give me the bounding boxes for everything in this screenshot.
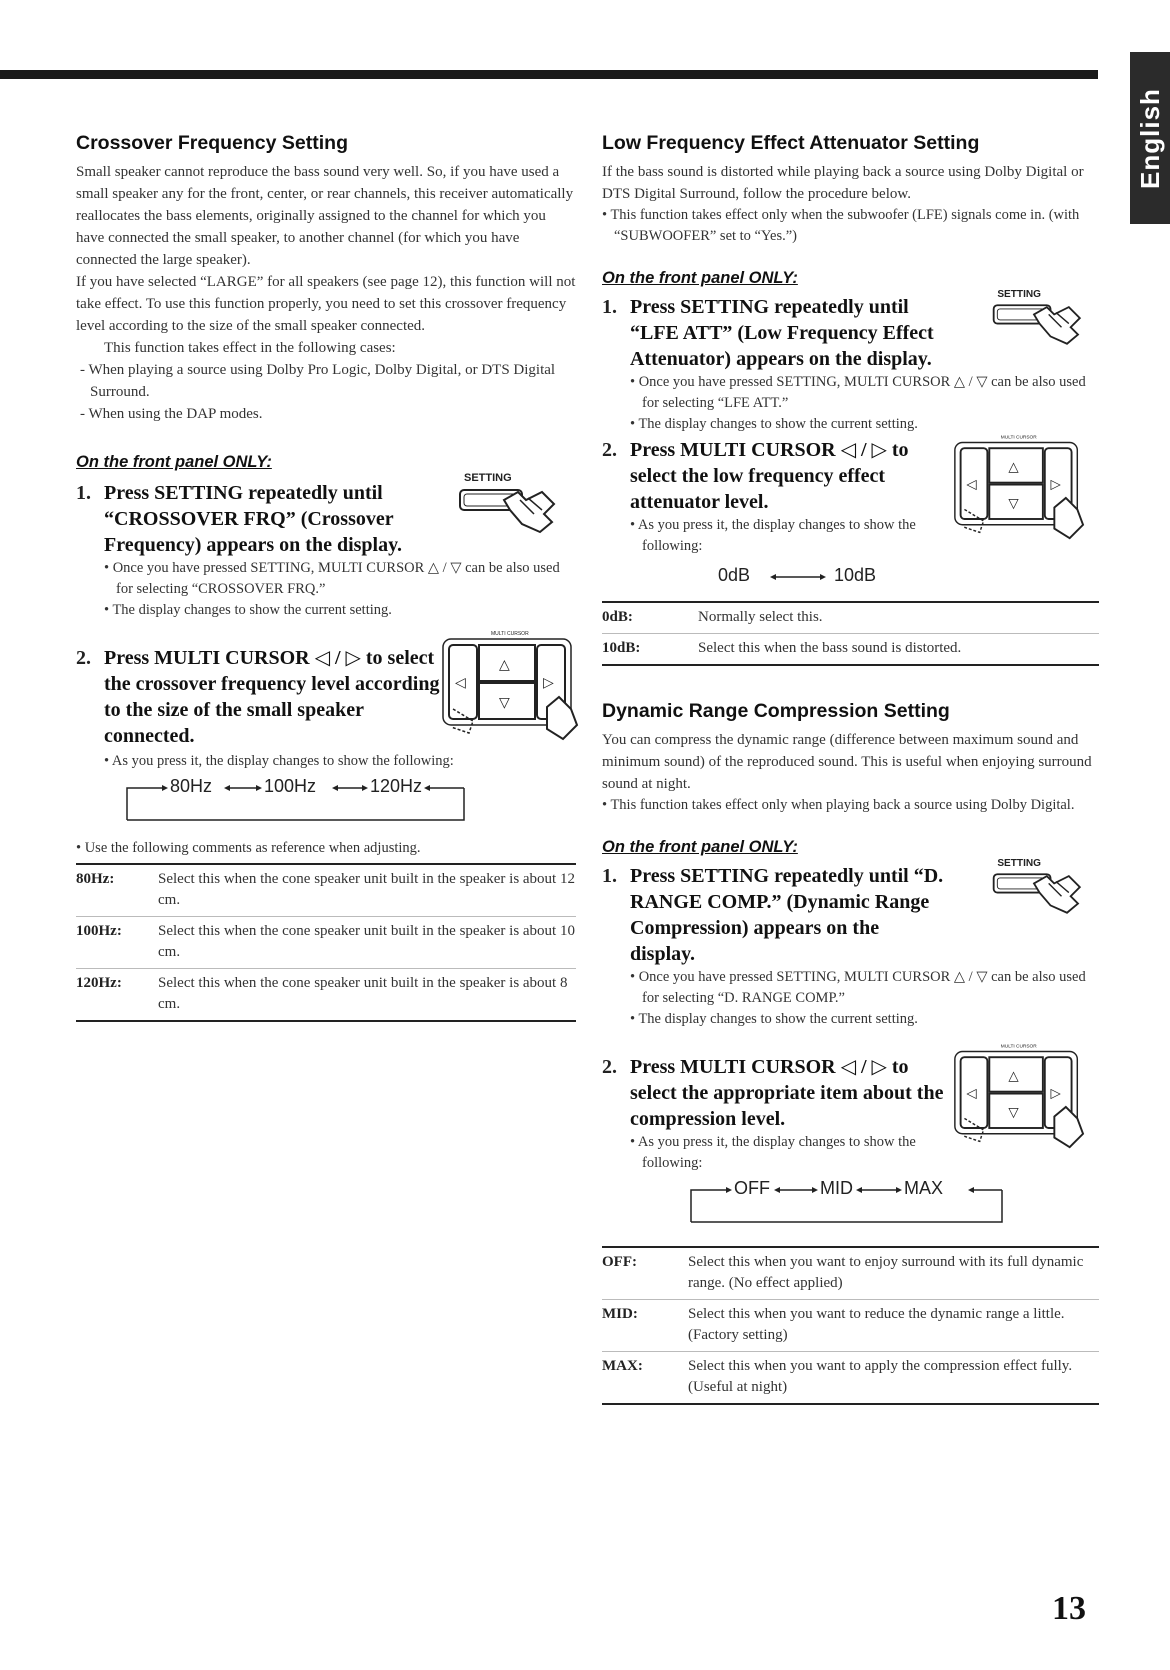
lfe-sequence xyxy=(718,565,918,595)
crossover-table xyxy=(76,863,576,1022)
crossover-case-2: - When using the DAP modes. xyxy=(80,406,263,422)
step-title: Press SETTING repeatedly until “LFE ATT” (Low Frequency Effect Attenuator) appears on the display. xyxy=(630,296,934,370)
table-value: Select this when you want to apply the compression effect fully. (Useful at night) xyxy=(688,1358,1073,1395)
step-bullet: • Once you have pressed SETTING, MULTI CURSOR △ / ▽ can be also used for selecting “CROSSOVER FRQ.” xyxy=(104,560,560,597)
step-bullet: • As you press it, the display changes to show the following: xyxy=(104,753,454,769)
setting-button-hand-icon xyxy=(990,853,1100,923)
step-number: 2. xyxy=(602,439,617,461)
table-row xyxy=(76,917,576,969)
table-key: 100Hz: xyxy=(76,923,122,939)
crossover-title: Crossover Frequency Setting xyxy=(76,132,348,154)
table-value: Select this when the cone speaker unit built in the speaker is about 12 cm. xyxy=(158,871,575,908)
table-key: 10dB: xyxy=(602,640,641,656)
multi-cursor-hand-icon xyxy=(948,431,1088,541)
table-value: Select this when the bass sound is distorted. xyxy=(698,640,962,656)
sequence-item: 10dB xyxy=(834,565,877,585)
drc-intro: You can compress the dynamic range (difference between maximum sound and minimum sound) of the reproduced sound. This is useful when enjoying surround sound at night. xyxy=(602,732,1092,792)
table-row xyxy=(76,969,576,1022)
sequence-item: 120Hz xyxy=(370,776,423,796)
table-row xyxy=(602,602,1099,634)
language-tab xyxy=(1130,52,1170,224)
drc-sequence xyxy=(690,1178,1006,1228)
front-panel-note: On the front panel ONLY: xyxy=(602,838,798,856)
multi-cursor-label: MULTI CURSOR xyxy=(491,631,529,637)
multi-cursor-label: MULTI CURSOR xyxy=(1000,435,1037,441)
page-number: 13 xyxy=(1052,1590,1086,1627)
table-key: MAX: xyxy=(602,1358,643,1374)
step-bullet: • Once you have pressed SETTING, MULTI CURSOR △ / ▽ can be also used for selecting “D. RANGE COMP.” xyxy=(630,969,1086,1006)
sequence-arrow xyxy=(768,571,828,583)
crossover-step-1 xyxy=(76,472,576,621)
drc-section xyxy=(602,700,1099,1405)
table-value: Select this when the cone speaker unit built in the speaker is about 8 cm. xyxy=(158,975,568,1012)
table-value: Select this when the cone speaker unit built in the speaker is about 10 cm. xyxy=(158,923,575,960)
multi-cursor-hand-icon xyxy=(948,1040,1088,1150)
table-key: 120Hz: xyxy=(76,975,122,991)
setting-button-hand-icon xyxy=(990,284,1100,354)
drc-step-2 xyxy=(602,1044,1099,1405)
step-number: 2. xyxy=(602,1056,617,1078)
table-row xyxy=(602,1247,1099,1300)
drc-bullet: • This function takes effect only when playing back a source using Dolby Digital. xyxy=(602,797,1075,813)
step-title: Press SETTING repeatedly until “D. RANGE COMP.” (Dynamic Range Compression) appears on the display. xyxy=(630,865,944,965)
drc-step-1 xyxy=(602,858,1099,1030)
step-bullet: • As you press it, the display changes to show the following: xyxy=(630,517,916,554)
step-title: Press MULTI CURSOR ◁ / ▷ to select the appropriate item about the compression level. xyxy=(630,1056,944,1130)
svg-text:◁: ◁ xyxy=(966,476,977,492)
step-bullet: • Once you have pressed SETTING, MULTI CURSOR △ / ▽ can be also used for selecting “LFE ATT.” xyxy=(630,374,1086,411)
table-value: Select this when you want to enjoy surround with its full dynamic range. (No effect applied) xyxy=(688,1254,1084,1291)
table-row xyxy=(602,1300,1099,1352)
step-number: 1. xyxy=(602,865,617,887)
step-bullet: • The display changes to show the current setting. xyxy=(630,1011,918,1027)
language-label: English xyxy=(1134,87,1165,189)
table-row xyxy=(76,864,576,917)
svg-text:▽: ▽ xyxy=(1008,495,1019,511)
crossover-section xyxy=(76,132,576,1022)
adjust-note: • Use the following comments as reference when adjusting. xyxy=(76,840,421,856)
svg-text:▽: ▽ xyxy=(1008,1104,1019,1120)
crossover-cases-intro: This function takes effect in the following cases: xyxy=(104,340,396,356)
table-key: 80Hz: xyxy=(76,871,115,887)
setting-label: SETTING xyxy=(997,858,1042,869)
table-row xyxy=(602,634,1099,666)
step-title: Press MULTI CURSOR ◁ / ▷ to select the low frequency effect attenuator level. xyxy=(630,439,909,513)
crossover-intro: Small speaker cannot reproduce the bass sound very well. So, if you have used a small speaker any for the front, center, or rear channels, this receiver automatically reallocates the bass elements, originally assigned to the channel for which you have connected the small speaker, to another channel (for which you have connected the large speaker). xyxy=(76,164,574,268)
sequence-item: OFF xyxy=(734,1178,770,1198)
lfe-step-2 xyxy=(602,437,1099,666)
top-rule xyxy=(0,70,1098,79)
front-panel-note: On the front panel ONLY: xyxy=(602,269,798,287)
setting-label: SETTING xyxy=(464,472,512,484)
multi-cursor-hand-icon xyxy=(439,627,579,742)
drc-table xyxy=(602,1246,1099,1405)
svg-text:◁: ◁ xyxy=(455,676,466,691)
table-value: Normally select this. xyxy=(698,609,823,625)
sequence-item: MAX xyxy=(904,1178,944,1198)
step-number: 1. xyxy=(76,482,91,504)
table-key: 0dB: xyxy=(602,609,633,625)
sequence-item: 80Hz xyxy=(170,776,213,796)
step-bullet: • The display changes to show the current setting. xyxy=(104,602,392,618)
svg-text:△: △ xyxy=(1008,459,1019,475)
front-panel-note: On the front panel ONLY: xyxy=(76,453,272,471)
svg-text:▽: ▽ xyxy=(499,696,510,711)
svg-text:▷: ▷ xyxy=(1050,1085,1061,1101)
step-bullet: • The display changes to show the current setting. xyxy=(630,416,918,432)
drc-title: Dynamic Range Compression Setting xyxy=(602,700,950,722)
setting-label: SETTING xyxy=(997,289,1042,300)
svg-text:◁: ◁ xyxy=(966,1085,977,1101)
crossover-case-1: - When playing a source using Dolby Pro Logic, Dolby Digital, or DTS Digital Surround. xyxy=(80,362,556,400)
table-value: Select this when you want to reduce the dynamic range a little. (Factory setting) xyxy=(688,1306,1065,1343)
step-bullet: • As you press it, the display changes to show the following: xyxy=(630,1134,916,1171)
sequence-item: MID xyxy=(820,1178,853,1198)
step-number: 2. xyxy=(76,647,91,669)
crossover-sequence xyxy=(126,776,470,826)
lfe-intro: If the bass sound is distorted while playing back a source using Dolby Digital or DTS Digital Surround, follow the procedure below. xyxy=(602,164,1084,202)
svg-text:▷: ▷ xyxy=(543,676,554,691)
crossover-step-2 xyxy=(76,631,576,1022)
table-key: MID: xyxy=(602,1306,638,1322)
svg-text:△: △ xyxy=(499,658,510,673)
lfe-step-1 xyxy=(602,289,1099,435)
table-row xyxy=(602,1352,1099,1405)
sequence-item: 100Hz xyxy=(264,776,317,796)
step-title: Press SETTING repeatedly until “CROSSOVER FRQ” (Crossover Frequency) appears on the display. xyxy=(104,482,402,556)
step-number: 1. xyxy=(602,296,617,318)
lfe-title: Low Frequency Effect Attenuator Setting xyxy=(602,132,980,154)
table-key: OFF: xyxy=(602,1254,637,1270)
svg-text:△: △ xyxy=(1008,1068,1019,1084)
sequence-item: 0dB xyxy=(718,565,751,585)
multi-cursor-label: MULTI CURSOR xyxy=(1000,1044,1037,1050)
lfe-section xyxy=(602,132,1099,1405)
step-title: Press MULTI CURSOR ◁ / ▷ to select the crossover frequency level according to the size of the small speaker connected. xyxy=(104,647,440,747)
svg-text:▷: ▷ xyxy=(1050,476,1061,492)
lfe-table xyxy=(602,601,1099,666)
crossover-intro2: If you have selected “LARGE” for all speakers (see page 12), this function will not take effect. To use this function properly, you need to set this crossover frequency level according to the size of the small speaker connected. xyxy=(76,274,576,334)
lfe-bullet: • This function takes effect only when the subwoofer (LFE) signals come in. (with “SUBWOOFER” set to “Yes.”) xyxy=(602,207,1080,244)
setting-button-hand-icon xyxy=(456,470,576,540)
